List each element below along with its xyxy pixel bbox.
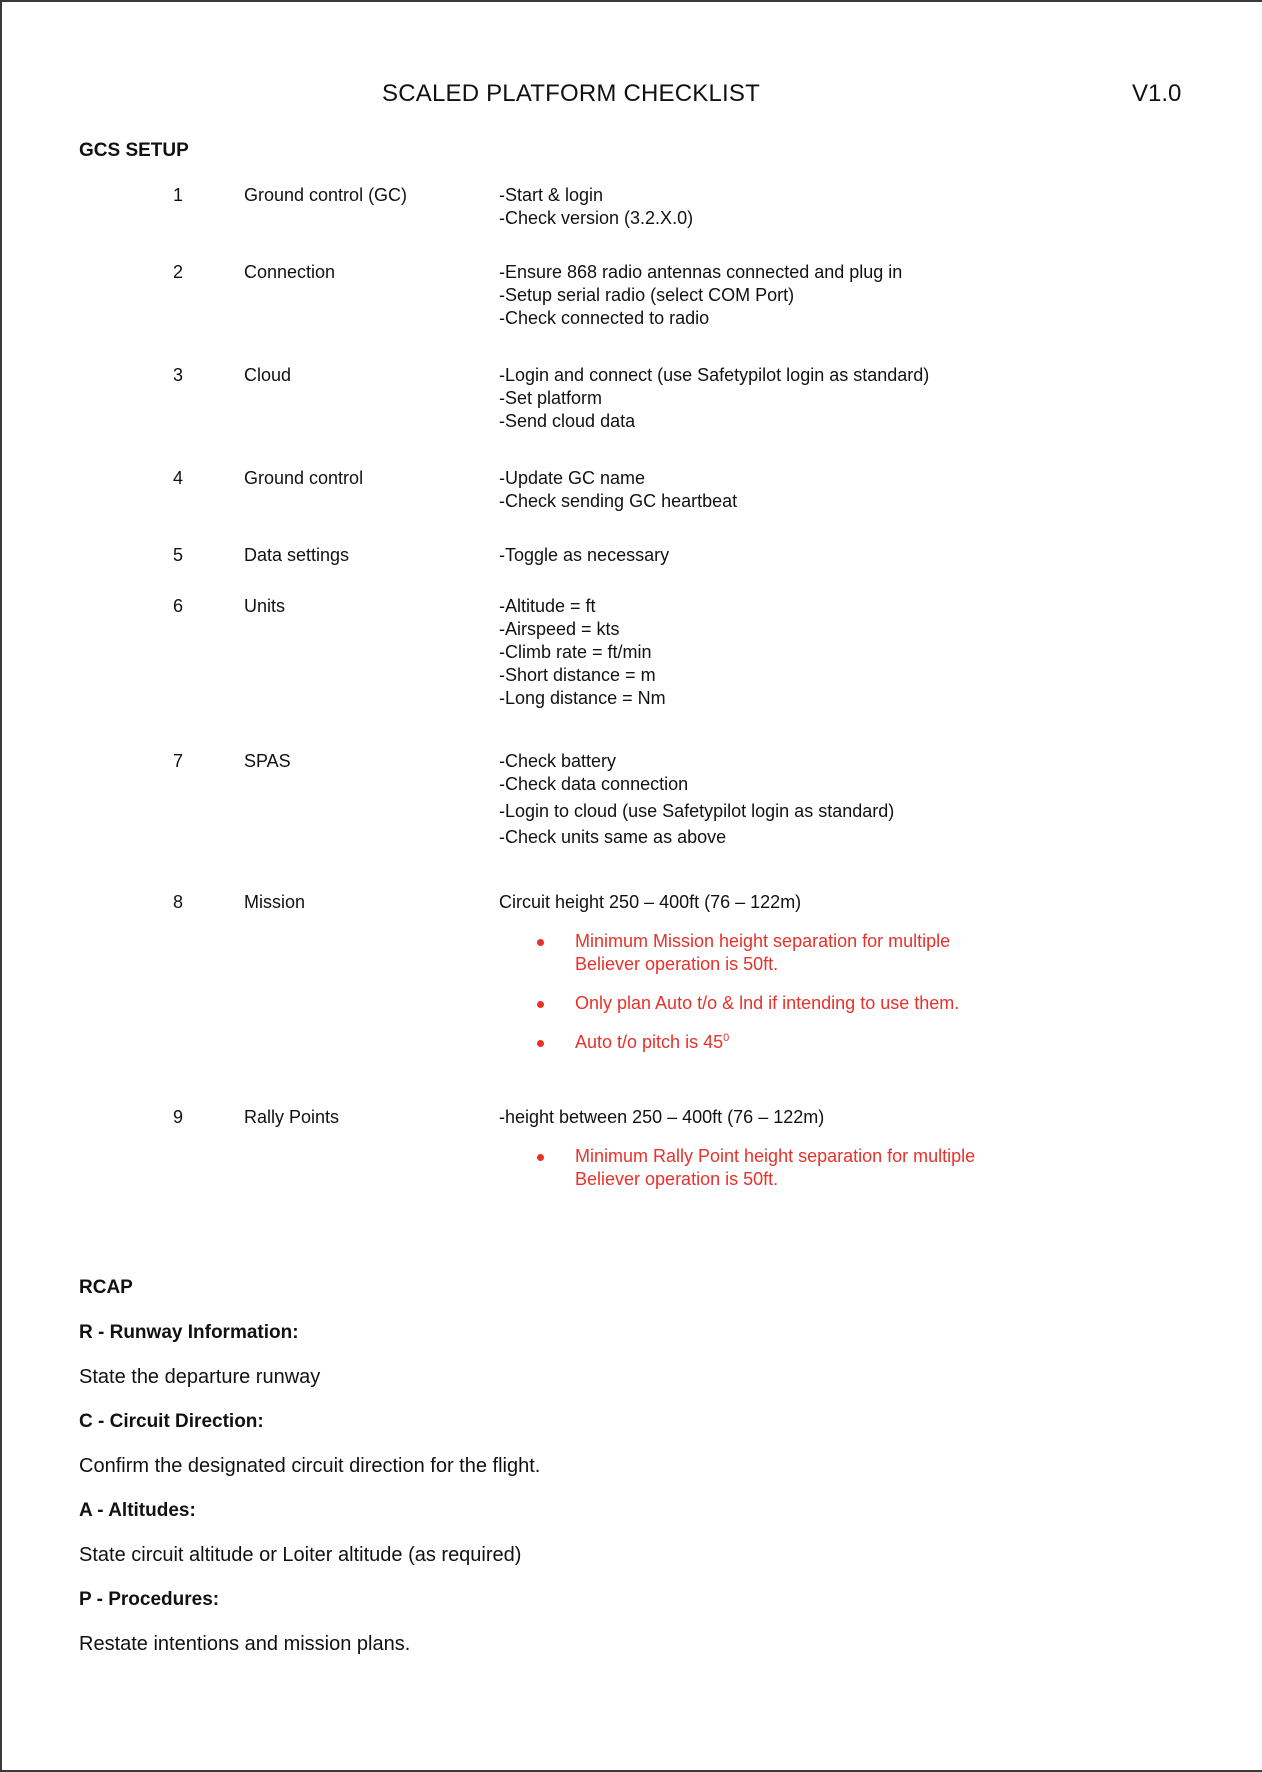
rcap-label-procedures: P - Procedures:: [79, 1589, 220, 1610]
step-details: [499, 467, 1019, 513]
step-details: [499, 750, 1019, 849]
rcap-text-procedures: Restate intentions and mission plans.: [79, 1633, 411, 1655]
bullet-dot-icon: [537, 1154, 544, 1161]
rcap-label-altitudes: A - Altitudes:: [79, 1500, 196, 1521]
step-detail-line: -Setup serial radio (select COM Port): [499, 285, 795, 305]
step-number: 1: [173, 185, 184, 205]
bullet-dot-icon: [537, 1040, 544, 1047]
step-details: [499, 891, 1019, 914]
step-detail-line: -Climb rate = ft/min: [499, 642, 652, 662]
step-detail-line: -Long distance = Nm: [499, 688, 666, 708]
step-detail-line: -height between 250 – 400ft (76 – 122m): [499, 1107, 825, 1127]
rally-warning-list: [499, 1145, 1019, 1207]
warning-text: Minimum Mission height separation for multiple Believer operation is 50ft.: [575, 931, 951, 974]
step-detail-line: -Check data connection: [499, 774, 689, 794]
step-details: [499, 1106, 1019, 1129]
step-details: [499, 595, 1019, 710]
warning-bullet: [499, 1031, 1019, 1054]
warning-bullet: [499, 992, 1019, 1015]
step-details: [499, 261, 1019, 330]
step-detail-line: -Check battery: [499, 751, 617, 771]
step-details: [499, 364, 1019, 433]
step-number: 8: [173, 892, 184, 912]
step-detail-line: -Check connected to radio: [499, 308, 710, 328]
step-detail-line: -Toggle as necessary: [499, 545, 670, 565]
step-detail-line: -Login and connect (use Safetypilot login as standard): [499, 365, 930, 385]
step-name: Mission: [244, 892, 306, 912]
step-detail-line: Circuit height 250 – 400ft (76 – 122m): [499, 892, 802, 912]
warning-bullet: [499, 1145, 1019, 1191]
step-name: Data settings: [244, 545, 350, 565]
rcap-label-circuit: C - Circuit Direction:: [79, 1411, 264, 1432]
step-name: SPAS: [244, 751, 291, 771]
step-detail-line: -Check sending GC heartbeat: [499, 491, 738, 511]
step-details: [499, 544, 1019, 567]
warning-text: Only plan Auto t/o & lnd if intending to use them.: [575, 993, 960, 1013]
step-detail-line: -Login to cloud (use Safetypilot login as standard): [499, 801, 895, 821]
step-name: Units: [244, 596, 286, 616]
mission-warning-list: [499, 930, 1019, 1070]
gcs-setup-heading: GCS SETUP: [79, 140, 189, 161]
rcap-text-circuit: Confirm the designated circuit direction for the flight.: [79, 1455, 541, 1477]
step-detail-line: -Set platform: [499, 388, 603, 408]
step-detail-line: -Altitude = ft: [499, 596, 596, 616]
step-number: 5: [173, 545, 184, 565]
step-detail-line: -Short distance = m: [499, 665, 656, 685]
step-name: Ground control (GC): [244, 185, 408, 205]
step-detail-line: -Airspeed = kts: [499, 619, 620, 639]
step-detail-line: -Check version (3.2.X.0): [499, 208, 694, 228]
rcap-text-altitudes: State circuit altitude or Loiter altitude (as required): [79, 1544, 522, 1566]
degree-superscript: 0: [723, 1032, 730, 1044]
step-number: 3: [173, 365, 184, 385]
document-version: V1.0: [1132, 80, 1182, 107]
step-detail-line: -Check units same as above: [499, 827, 727, 847]
step-number: 4: [173, 468, 184, 488]
step-detail-line: -Send cloud data: [499, 411, 636, 431]
warning-text: Minimum Rally Point height separation for multiple Believer operation is 50ft.: [575, 1146, 976, 1189]
step-number: 9: [173, 1107, 184, 1127]
step-number: 7: [173, 751, 184, 771]
bullet-dot-icon: [537, 1001, 544, 1008]
step-name: Connection: [244, 262, 336, 282]
step-detail-line: -Ensure 868 radio antennas connected and plug in: [499, 262, 903, 282]
rcap-heading: RCAP: [79, 1277, 133, 1298]
rcap-text-runway: State the departure runway: [79, 1366, 321, 1388]
step-details: [499, 184, 1019, 230]
document-title: SCALED PLATFORM CHECKLIST: [382, 80, 760, 107]
warning-bullet: [499, 930, 1019, 976]
step-name: Ground control: [244, 468, 364, 488]
rcap-label-runway: R - Runway Information:: [79, 1322, 299, 1343]
step-detail-line: -Update GC name: [499, 468, 646, 488]
step-detail-line: -Start & login: [499, 185, 604, 205]
step-name: Cloud: [244, 365, 292, 385]
step-number: 2: [173, 262, 184, 282]
step-name: Rally Points: [244, 1107, 340, 1127]
warning-text: Auto t/o pitch is 45: [575, 1032, 724, 1052]
bullet-dot-icon: [537, 939, 544, 946]
step-number: 6: [173, 596, 184, 616]
